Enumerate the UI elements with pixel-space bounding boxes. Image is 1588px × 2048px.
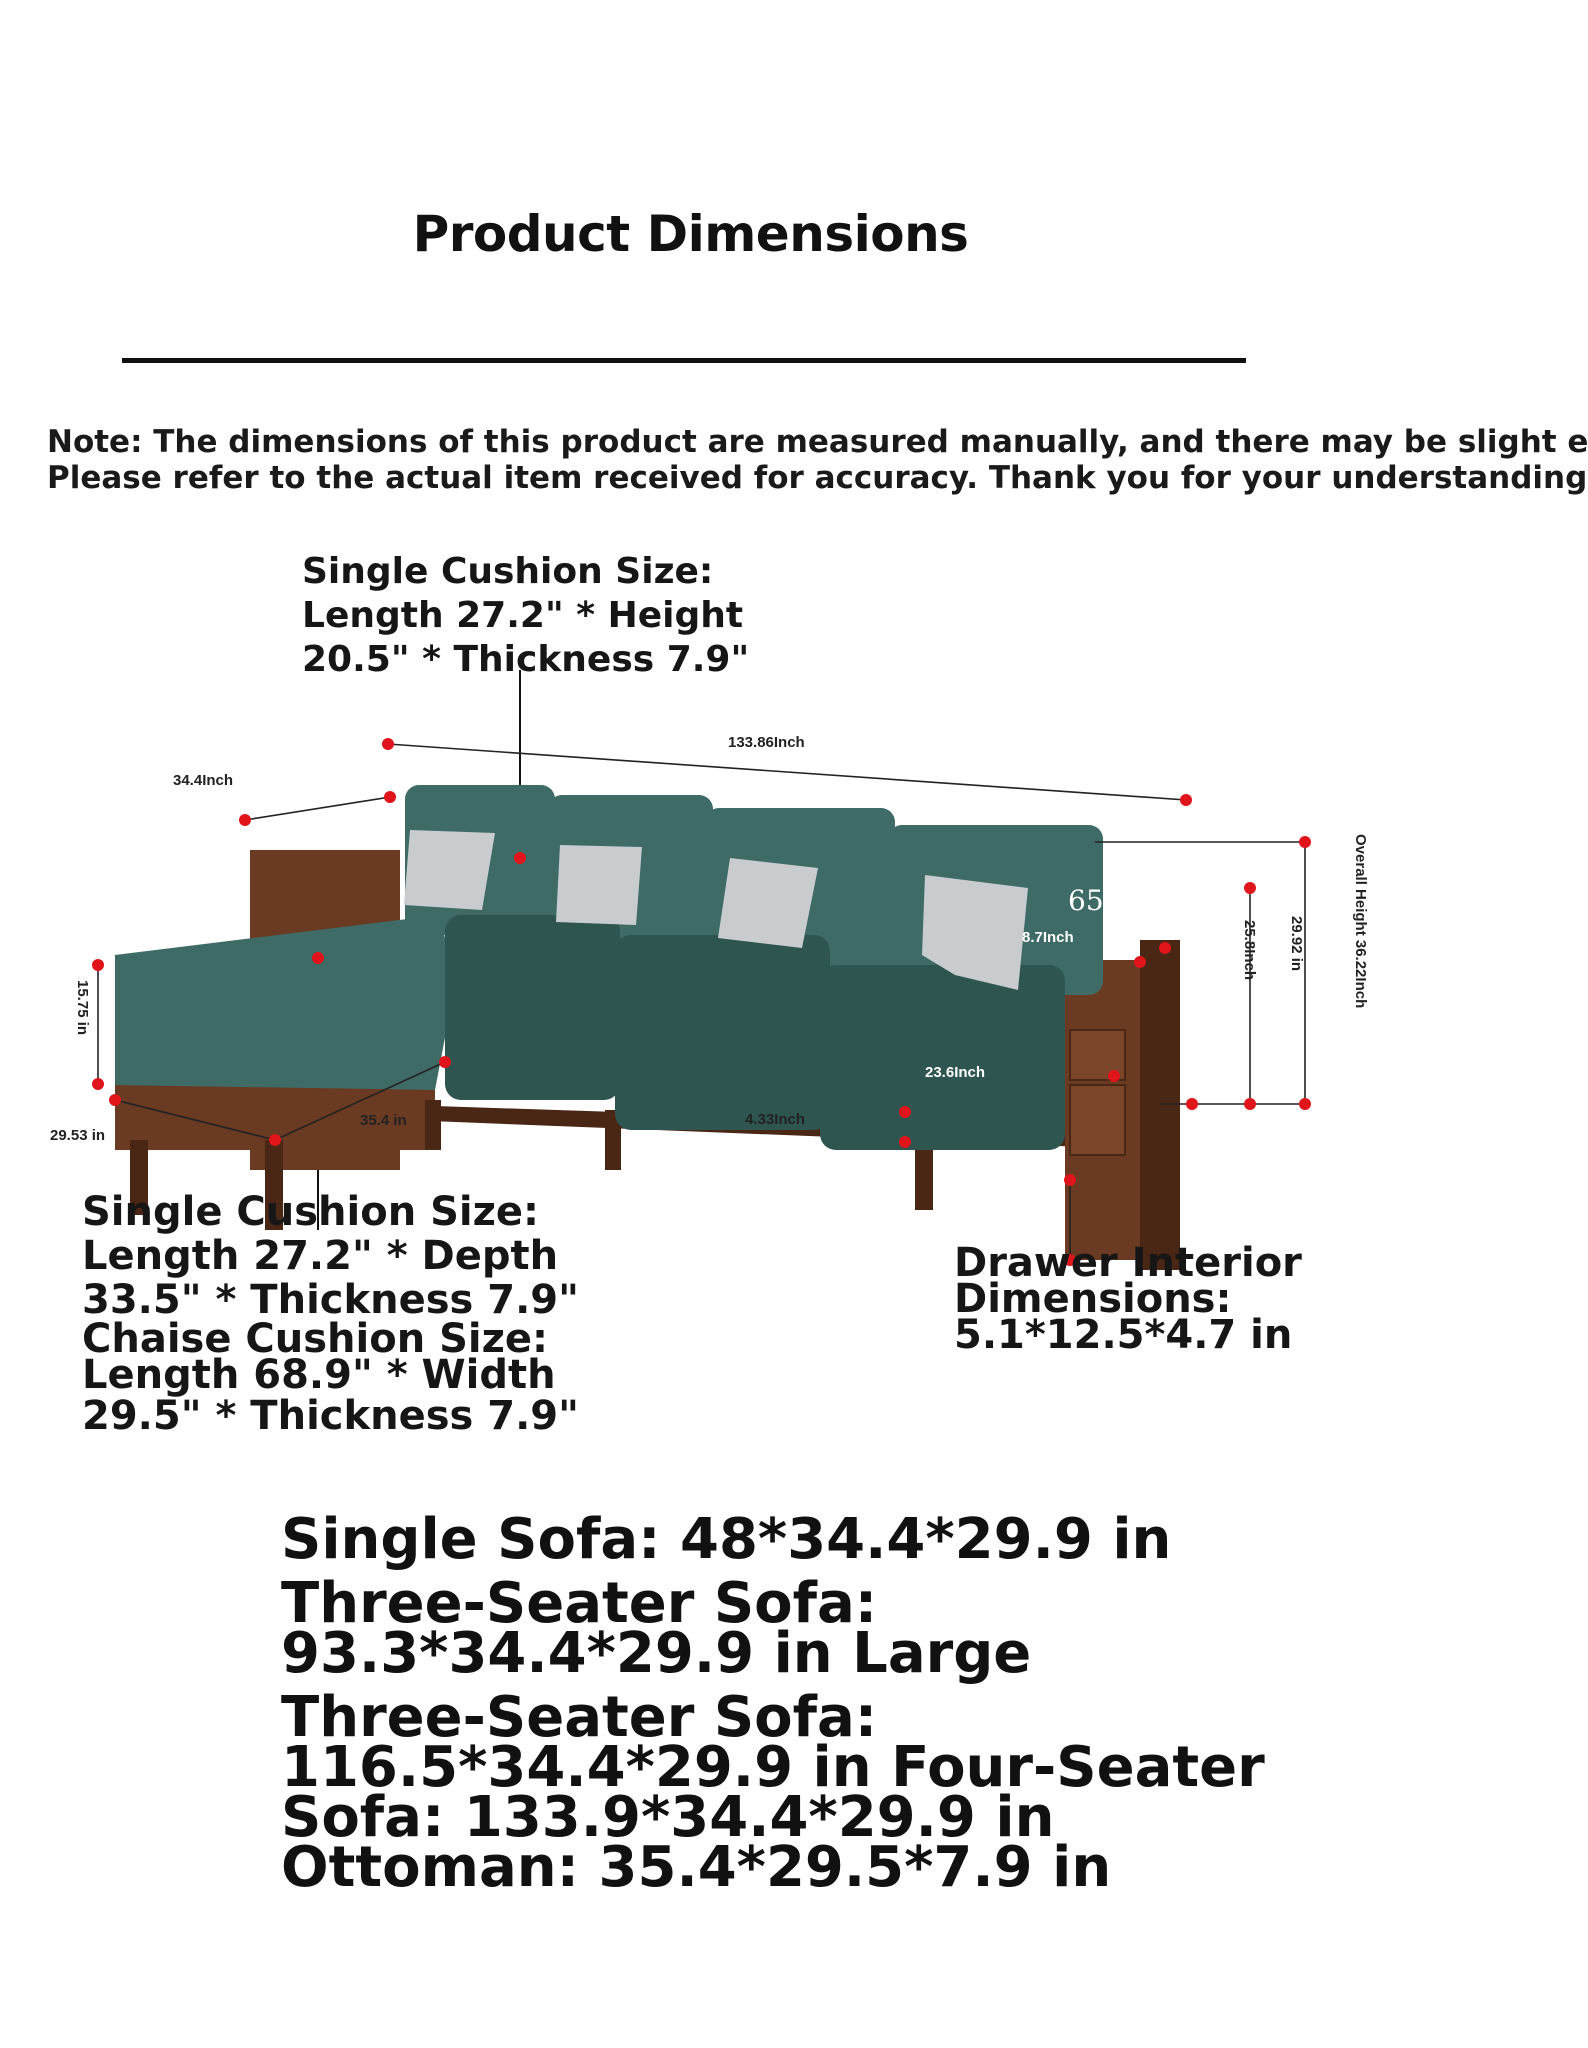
- spec-line: 116.5*34.4*29.9 in Four-Seater: [281, 1735, 1265, 1800]
- spec-line: Ottoman: 35.4*29.5*7.9 in: [281, 1835, 1112, 1900]
- label-arm-height: 25.8Inch: [1241, 920, 1258, 981]
- callout-line: Length 68.9" * Width: [82, 1352, 556, 1398]
- label-chaise-height: 15.75 in: [74, 980, 91, 1036]
- callout-line: 20.5" * Thickness 7.9": [302, 639, 750, 680]
- spec-line: Three-Seater Sofa:: [281, 1571, 878, 1636]
- callout-line: 33.5" * Thickness 7.9": [82, 1277, 579, 1323]
- callout-line: 29.5" * Thickness 7.9": [82, 1393, 579, 1439]
- label-chaise-width: 29.53 in: [50, 1127, 106, 1144]
- label-overall-height: Overall Height 36.22Inch: [1352, 834, 1369, 1009]
- label-back-height: 29.92 in: [1288, 916, 1305, 972]
- spec-line: Sofa: 133.9*34.4*29.9 in: [281, 1785, 1055, 1850]
- drawer-callout: [954, 1240, 1302, 1358]
- left-cushion-callout: [82, 1190, 579, 1438]
- note-line-2: Please refer to the actual item received for accuracy. Thank you for your understanding: [47, 460, 1588, 496]
- label-arm-top: 8.7Inch: [1022, 929, 1074, 946]
- label-thickness-mm: 65mm: [1068, 884, 1157, 917]
- label-armrest-width: 23.6Inch: [925, 1064, 986, 1081]
- label-ottoman-length: 35.4 in: [360, 1112, 407, 1129]
- spec-line: Single Sofa: 48*34.4*29.9 in: [281, 1507, 1172, 1572]
- sofa-dimension-diagram: [0, 700, 1381, 1220]
- title-divider: [122, 358, 1246, 363]
- label-depth: 34.4Inch: [173, 772, 234, 789]
- callout-line: Chaise Cushion Size:: [82, 1316, 549, 1362]
- callout-line: Single Cushion Size:: [82, 1189, 540, 1235]
- note-line-1: Note: The dimensions of this product are measured manually, and there may be slight e: [47, 424, 1588, 460]
- measurement-note: [47, 424, 1588, 496]
- spec-line: Three-Seater Sofa:: [281, 1685, 878, 1750]
- callout-line: Length 27.2" * Height: [302, 595, 744, 636]
- page-title: Product Dimensions: [412, 205, 969, 263]
- spec-line: 93.3*34.4*29.9 in Large: [281, 1621, 1032, 1686]
- top-cushion-callout: [302, 550, 749, 682]
- label-overall-length: 133.86Inch: [728, 734, 805, 751]
- size-specifications: [281, 1507, 1265, 1900]
- callout-line: Dimensions:: [954, 1276, 1232, 1322]
- label-leg-height: 4.33Inch: [745, 1111, 806, 1128]
- callout-line: Length 27.2" * Depth: [82, 1233, 559, 1279]
- callout-line: Drawer Interior: [954, 1240, 1302, 1286]
- callout-line: Single Cushion Size:: [302, 551, 714, 592]
- callout-line: 5.1*12.5*4.7 in: [954, 1312, 1293, 1358]
